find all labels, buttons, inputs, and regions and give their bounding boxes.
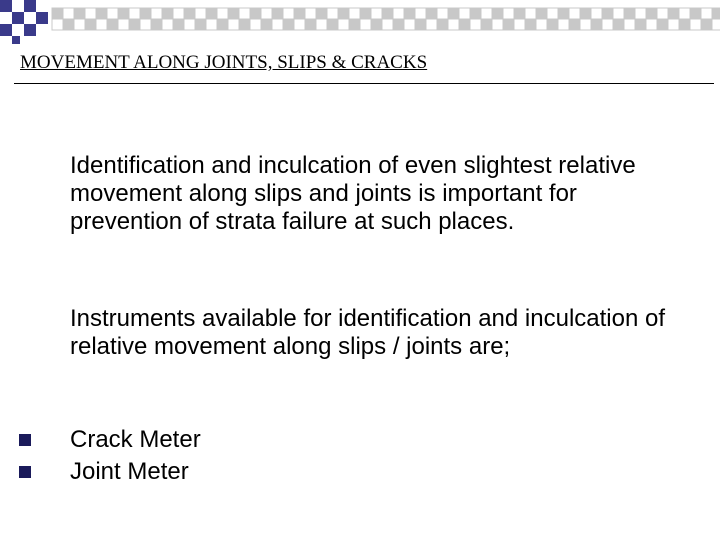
paragraph-instruments: Instruments available for identification and inculcation of relative movement along slips / joints are;	[70, 305, 666, 360]
header-decoration	[0, 0, 720, 44]
square-bullet-icon	[19, 434, 31, 446]
list-item-text: Crack Meter	[70, 426, 201, 453]
list-item-text: Joint Meter	[70, 458, 189, 485]
list-item	[0, 424, 720, 456]
slide-title: MOVEMENT ALONG JOINTS, SLIPS & CRACKS	[20, 52, 428, 73]
list-item	[0, 456, 720, 488]
instrument-list	[0, 424, 720, 488]
square-bullet-icon	[19, 466, 31, 478]
title-divider	[14, 83, 714, 84]
paragraph-identification: Identification and inculcation of even slightest relative movement along slips and joints is important for prevention of strata failure at such places.	[70, 152, 636, 235]
